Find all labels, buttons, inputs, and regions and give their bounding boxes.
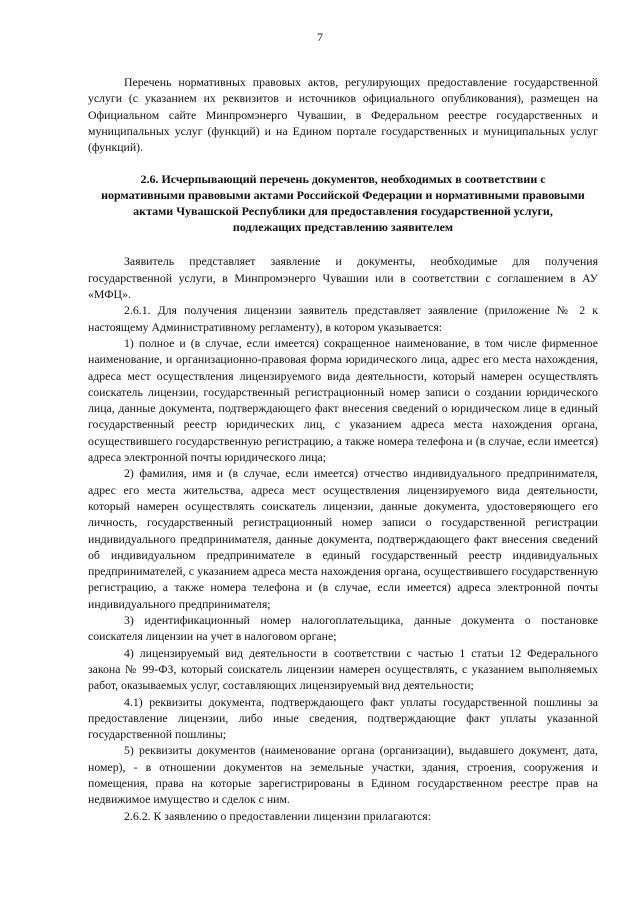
page-number: 7	[317, 30, 323, 44]
list-item-4: 4) лицензируемый вид деятельности в соответствии с частью 1 статьи 12 Федерального закона № 99-ФЗ, который соискатель лицензии намерен осуществлять, с указанием выполняемых работ, оказываемых услуг, составляющих лицензируемый вид деятельности;	[88, 645, 598, 693]
list-item-1: 1) полное и (в случае, если имеется) сокращенное наименование, в том числе фирменное наименование, и организационно-правовая форма юридического лица, адрес его места нахождения, адреса мест осуществления лицензируемого вида деятельности, который намерен осуществлять соискатель лицензии, государственный регистрационный номер записи о создании юридического лица, данные документа, подтверждающего факт внесения сведений о юридическом лице в единый государственный реестр юридических лиц, с указанием адреса места нахождения органа, осуществившего государственную регистрацию, а также номера телефона и (в случае, если имеется) адреса электронной почты юридического лица;	[88, 335, 598, 465]
section-heading-2-6: 2.6. Исчерпывающий перечень документов, необходимых в соответствии с нормативными правовыми актами Российской Федерации и нормативными правовыми актами Чувашской Республики для предоставления государственной услуги, подлежащих представлению заявителем	[101, 172, 585, 235]
paragraph-regulations: Перечень нормативных правовых актов, регулирующих предоставление государственной услуги (с указанием их реквизитов и источников официального опубликования), размещен на Официальном сайте Минпромэнерго Чувашии, в Федеральном реестре государственных и муниципальных услуг (функций) и на Едином портале государственных и муниципальных услуг (функций).	[88, 75, 598, 155]
paragraph-2-6-2: 2.6.2. К заявлению о предоставлении лицензии прилагаются:	[124, 808, 432, 823]
list-item-3: 3) идентификационный номер налогоплательщика, данные документа о постановке соискателя лицензии на учет в налоговом органе;	[88, 613, 598, 644]
document-body	[88, 74, 598, 824]
list-item-5: 5) реквизиты документов (наименование органа (организации), выдавшего документ, дата, номер), - в отношении документов на земельные участки, здания, строения, сооружения и помещения, права на которые зарегистрированы в Едином государственном реестре прав на недвижимое имущество и сделок с ним.	[88, 743, 598, 807]
list-item-2: 2) фамилия, имя и (в случае, если имеется) отчество индивидуального предпринимателя, адрес его места жительства, адреса мест осуществления лицензируемого вида деятельности, который намерен осуществлять соискатель лицензии, данные документа, удостоверяющего его личность, государственный регистрационный номер записи о государственной регистрации индивидуального предпринимателя, данные документа, подтверждающего факт внесения сведений об индивидуальном предпринимателе в единый государственный реестр индивидуальных предпринимателей, с указанием адреса места нахождения органа, осуществившего государственную регистрацию, а также номера телефона и (в случае, если имеется) адреса электронной почты индивидуального предпринимателя;	[88, 466, 598, 611]
paragraph-2-6-1: 2.6.1. Для получения лицензии заявитель представляет заявление (приложение № 2 к настоящему Административному регламенту), в котором указывается:	[88, 303, 598, 334]
list-item-4-1: 4.1) реквизиты документа, подтверждающего факт уплаты государственной пошлины за предоставление лицензии, либо иные сведения, подтверждающие факт уплаты указанной государственной пошлины;	[88, 694, 598, 742]
paragraph-applicant: Заявитель представляет заявление и документы, необходимые для получения государственной услуги, в Минпромэнерго Чувашии или в соответствии с соглашением в АУ «МФЦ».	[88, 254, 598, 302]
